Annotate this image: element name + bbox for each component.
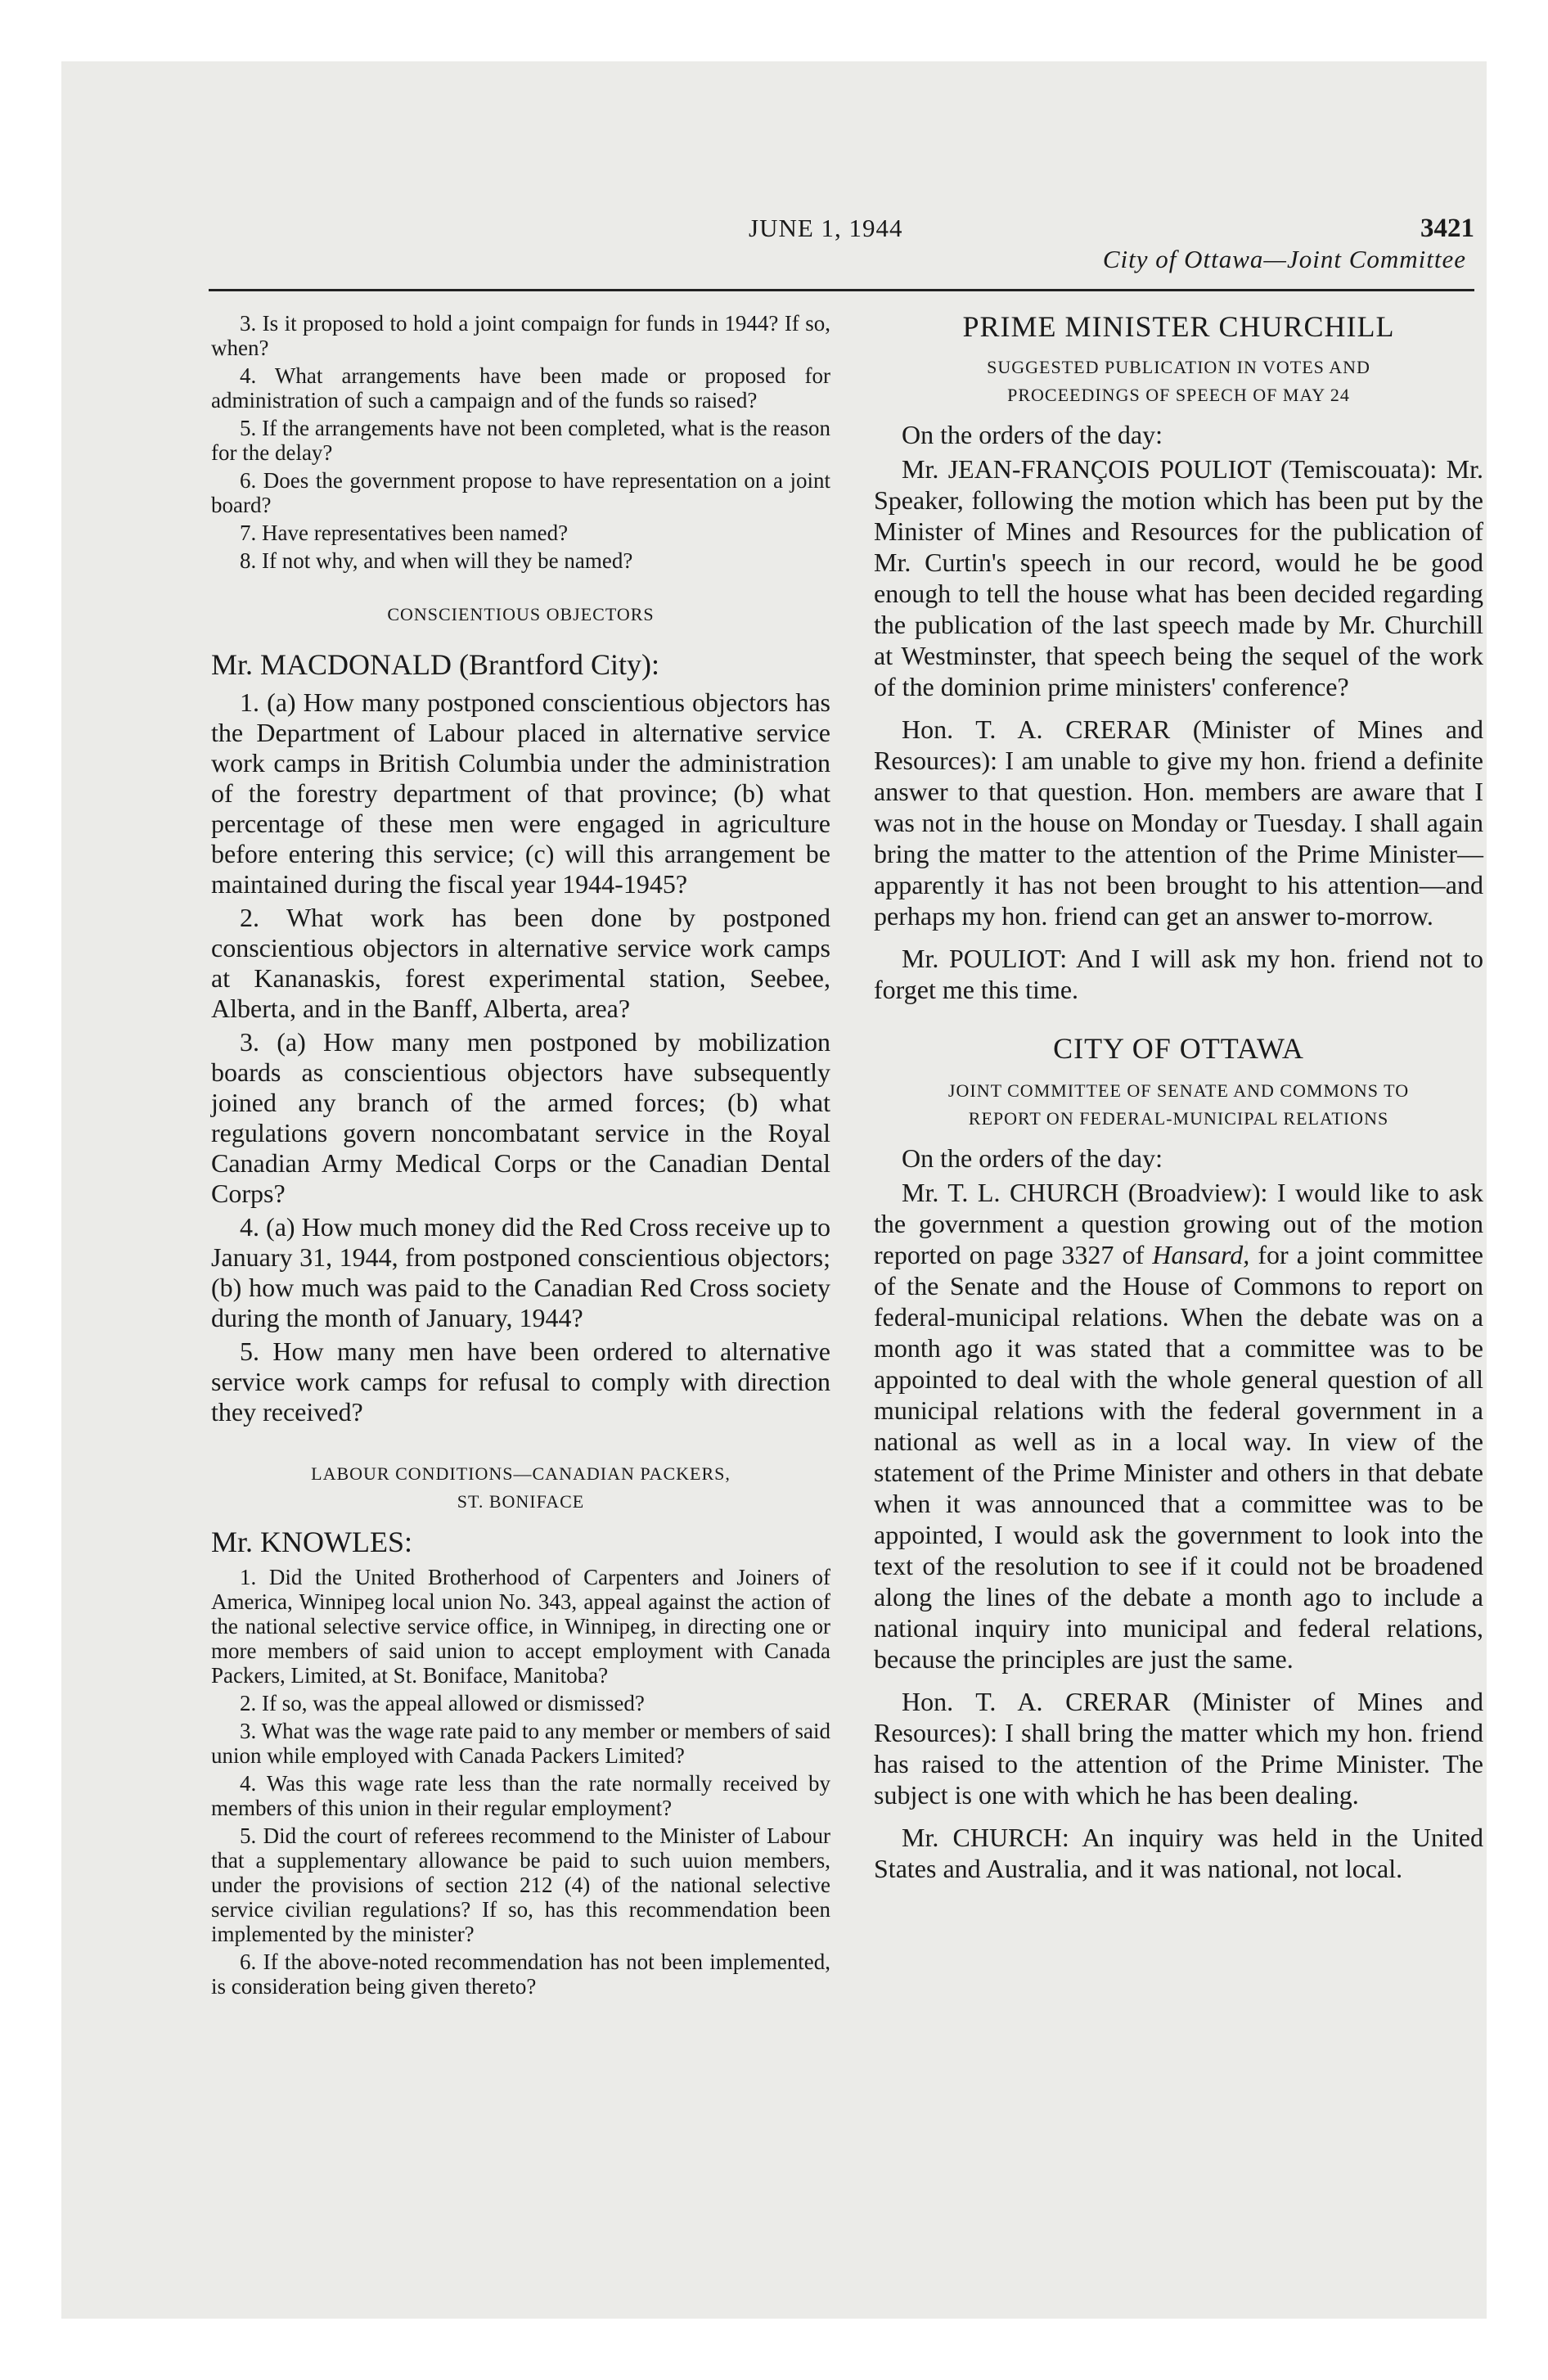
page-sheet	[61, 61, 1487, 2319]
section-subtitle-line: PROCEEDINGS OF SPEECH OF MAY 24	[1007, 385, 1350, 405]
section-subtitle-line: JOINT COMMITTEE OF SENATE AND COMMONS TO	[947, 1080, 1410, 1101]
question: 5. If the arrangements have not been completed, what is the reason for the delay?	[211, 416, 830, 465]
question: 2. What work has been done by postponed conscientious objectors in alternative service work camps at Kananaskis, forest experimental station, Seebee, Alberta, and in the Banff, Alberta, area?	[211, 903, 830, 1023]
speech-text: Mr. T. L. CHURCH (Broadview): I would like to ask the government a question growing out of the motion reported on page 3327 of	[874, 1178, 1483, 1269]
page-number: 3421	[1420, 214, 1474, 243]
section-subtitle	[874, 1077, 1483, 1133]
page-header	[209, 150, 1474, 285]
section-heading	[211, 1460, 830, 1516]
hansard-reference: Hansard,	[1152, 1240, 1250, 1269]
question: 6. Does the government propose to have representation on a joint board?	[211, 468, 830, 517]
section-title: PRIME MINISTER CHURCHILL	[962, 310, 1395, 343]
section-subtitle-line: REPORT ON FEDERAL-MUNICIPAL RELATIONS	[968, 1108, 1389, 1129]
speech-paragraph	[874, 1177, 1483, 1675]
speaker-name: Mr. KNOWLES:	[211, 1526, 412, 1558]
question: 5. Did the court of referees recommend to the Minister of Labour that a supplementary allowance be paid to such uuion members, under the provisions of section 212 (4) of the national selective service civilian regulations? If so, has this recommendation been implemented by the minister?	[211, 1823, 830, 1946]
right-column	[874, 311, 1483, 1895]
question: 4. Was this wage rate less than the rate normally received by members of this union in their regular employment?	[211, 1771, 830, 1820]
question: 4. What arrangements have been made or proposed for administration of such a campaign and of the funds so raised?	[211, 363, 830, 412]
section-subtitle	[874, 354, 1483, 409]
section-heading: CONSCIENTIOUS OBJECTORS	[387, 604, 655, 624]
section-heading-line: ST. BONIFACE	[457, 1491, 585, 1512]
section-heading-line: LABOUR CONDITIONS—CANADIAN PACKERS,	[311, 1463, 731, 1484]
question: 1. (a) How many postponed conscientious objectors has the Department of Labour placed in alternative service work camps in British Columbia under the administration of the forestry department of that province; (b) what percentage of these men were engaged in agriculture before entering this service; (c) will this arrangement be maintained during the fiscal year 1944-1945?	[211, 687, 830, 899]
question: 3. (a) How many men postponed by mobilization boards as conscientious objectors have subsequently joined any branch of the armed forces; (b) what regulations govern noncombatant service in the Royal Canadian Army Medical Corps or the Canadian Dental Corps?	[211, 1027, 830, 1208]
question: 4. (a) How much money did the Red Cross receive up to January 31, 1944, from postponed conscientious objectors; (b) how much was paid to the Canadian Red Cross society during the month of January, 1944?	[211, 1212, 830, 1332]
header-date: JUNE 1, 1944	[749, 214, 903, 242]
question: 8. If not why, and when will they be named?	[240, 548, 633, 573]
section-title: CITY OF OTTAWA	[1053, 1032, 1304, 1065]
speech-paragraph: Mr. POULIOT: And I will ask my hon. friend not to forget me this time.	[874, 944, 1483, 1004]
speech-paragraph: Hon. T. A. CRERAR (Minister of Mines and Resources): I shall bring the matter which my hon. friend has raised to the attention of the Prime Minister. The subject is one with which he has been dealing.	[874, 1687, 1483, 1810]
question: 2. If so, was the appeal allowed or dismissed?	[240, 1691, 645, 1715]
orders-of-the-day: On the orders of the day:	[902, 1143, 1163, 1173]
question: 3. What was the wage rate paid to any member or members of said union while employed with Canada Packers Limited?	[211, 1719, 830, 1768]
objectors-questions	[211, 687, 830, 1427]
speech-paragraph: Mr. CHURCH: An inquiry was held in the United States and Australia, and it was national, not local.	[874, 1823, 1483, 1883]
speech-paragraph: Hon. T. A. CRERAR (Minister of Mines and Resources): I am unable to give my hon. friend a definite answer to that question. Hon. members are aware that I was not in the house on Monday or Tuesday. I shall again bring the matter to the attention of the Prime Minister—apparently it has not been brought to his attention—and perhaps my hon. friend can get an answer to-morrow.	[874, 714, 1483, 931]
speech-paragraph: Mr. JEAN-FRANÇOIS POULIOT (Temiscouata): Mr. Speaker, following the motion which has been put by the Minister of Mines and Resources for the publication of Mr. Curtin's speech in our record, would he be good enough to tell the house what has been decided regarding the publication of the last speech made by Mr. Churchill at Westminster, that speech being the sequel of the work of the dominion prime ministers' conference?	[874, 454, 1483, 701]
header-subtitle: City of Ottawa—Joint Committee	[1102, 245, 1466, 273]
left-column	[211, 311, 830, 2002]
header-rule	[209, 289, 1474, 291]
orders-of-the-day: On the orders of the day:	[902, 420, 1163, 449]
question: 7. Have representatives been named?	[240, 521, 569, 545]
intro-questions	[211, 311, 830, 573]
question: 6. If the above-noted recommendation has not been implemented, is consideration being given thereto?	[211, 1950, 830, 1999]
section-subtitle-line: SUGGESTED PUBLICATION IN VOTES AND	[987, 357, 1370, 377]
question: 5. How many men have been ordered to alternative service work camps for refusal to comply with direction they received?	[211, 1336, 830, 1427]
speaker-name: Mr. MACDONALD (Brantford City):	[211, 648, 659, 681]
question: 3. Is it proposed to hold a joint compaign for funds in 1944? If so, when?	[211, 311, 830, 360]
speech-text: for a joint committee of the Senate and the House of Commons to report on federal-municipal relations. When the debate was on a month ago it was stated that a committee was to be appointed to deal with the whole general question of all municipal relations with the federal government in a national as well as in a local way. In view of the statement of the Prime Minister and others in that debate when it was announced that a committee was to be appointed, I would ask the government to look into the text of the resolution to see if it could not be broadened along the lines of the debate a month ago to include a national inquiry into municipal and federal relations, because the principles are just the same.	[874, 1240, 1484, 1674]
question: 1. Did the United Brotherhood of Carpenters and Joiners of America, Winnipeg local union No. 343, appeal against the action of the national selective service office, in Winnipeg, in directing one or more members of said union to accept employment with Canada Packers, Limited, at St. Boniface, Manitoba?	[211, 1565, 830, 1688]
labour-questions	[211, 1565, 830, 1999]
